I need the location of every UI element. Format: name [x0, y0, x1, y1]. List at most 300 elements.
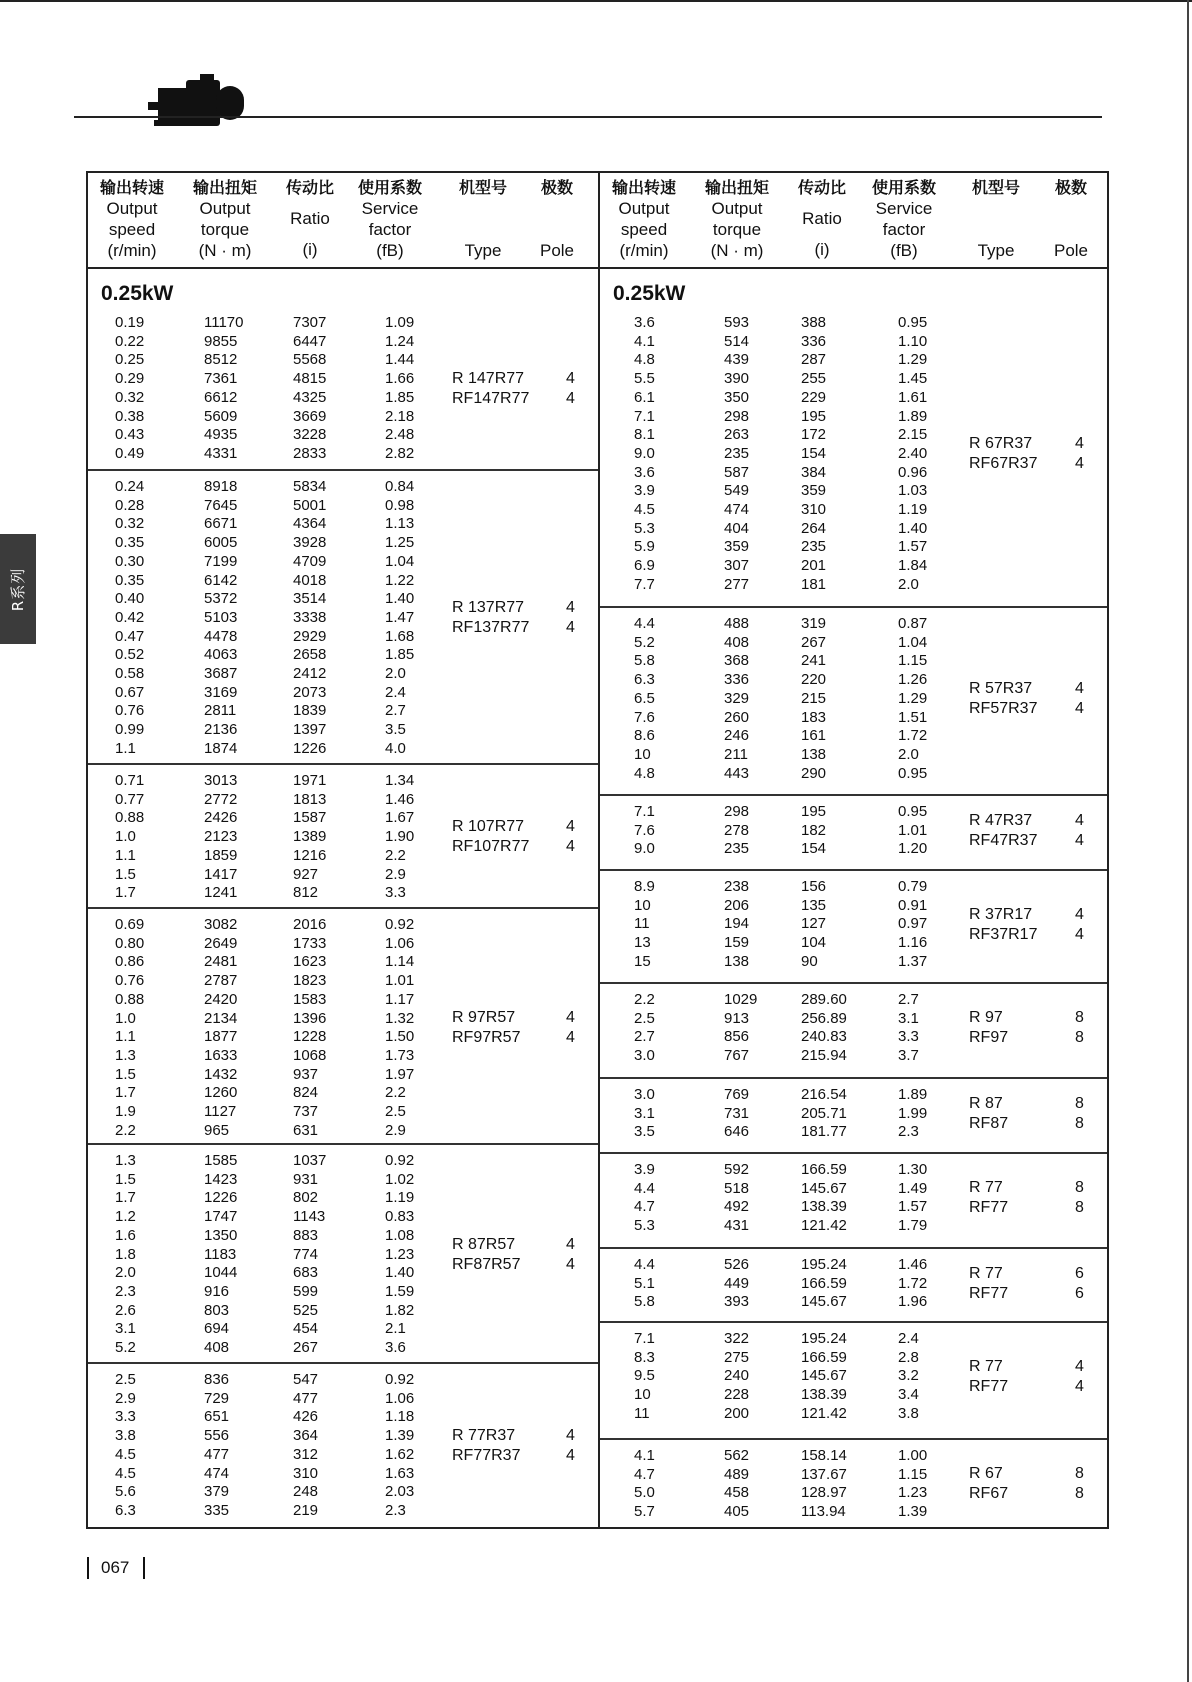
ratio-cell: 883	[293, 1226, 319, 1244]
service-factor-cell: 1.66	[385, 370, 415, 388]
torque-cell: 5372	[204, 590, 238, 608]
torque-cell: 11170	[204, 314, 244, 331]
ratio-cell: 2412	[293, 665, 327, 682]
service-factor-cell: 2.15	[898, 426, 928, 444]
pole-count: 4	[1075, 435, 1084, 453]
speed-cell: 4.1	[634, 1447, 655, 1464]
speed-cell: 1.3	[115, 1152, 136, 1169]
service-factor-cell: 0.95	[898, 803, 928, 820]
speed-cell: 0.35	[115, 571, 145, 589]
ratio-cell: 310	[801, 501, 827, 518]
speed-cell: 5.5	[634, 370, 655, 388]
torque-cell: 1350	[204, 1226, 238, 1244]
group-divider	[88, 1143, 598, 1145]
service-factor-cell: 1.57	[898, 1198, 928, 1216]
torque-cell: 474	[204, 1464, 230, 1482]
torque-cell: 359	[724, 538, 750, 556]
service-factor-cell: 1.17	[385, 990, 415, 1008]
torque-cell: 2481	[204, 953, 238, 971]
speed-cell: 1.5	[115, 1170, 136, 1188]
service-factor-cell: 1.20	[898, 840, 928, 858]
service-factor-cell: 1.61	[898, 388, 928, 406]
series-tab-label: R系列	[9, 567, 28, 611]
service-factor-cell: 1.16	[898, 934, 928, 952]
service-factor-cell: 2.8	[898, 1348, 919, 1366]
torque-cell: 549	[724, 482, 750, 500]
service-factor-cell: 0.79	[898, 878, 928, 895]
torque-cell: 1877	[204, 1028, 238, 1046]
speed-cell: 10	[634, 1386, 651, 1404]
speed-cell: 3.6	[634, 463, 655, 481]
torque-cell: 6005	[204, 534, 238, 552]
service-factor-cell: 2.03	[385, 1483, 415, 1501]
torque-cell: 8512	[204, 351, 238, 369]
speed-cell: 4.8	[634, 351, 655, 369]
service-factor-cell: 1.67	[385, 809, 415, 827]
ratio-cell: 927	[293, 865, 319, 883]
service-factor-cell: 1.51	[898, 708, 928, 726]
torque-cell: 298	[724, 407, 750, 425]
service-factor-cell: 1.01	[898, 821, 928, 839]
speed-cell: 1.7	[115, 884, 136, 902]
service-factor-cell: 2.18	[385, 407, 415, 425]
model-type: R 77R37	[452, 1426, 516, 1444]
speed-cell: 1.0	[115, 1009, 136, 1027]
speed-cell: 0.29	[115, 370, 145, 388]
service-factor-cell: 1.08	[385, 1226, 415, 1244]
torque-cell: 526	[724, 1256, 750, 1273]
ratio-cell: 1813	[293, 790, 327, 808]
service-factor-cell: 2.7	[898, 991, 919, 1008]
ratio-cell: 931	[293, 1170, 319, 1188]
service-factor-cell: 0.87	[898, 615, 928, 632]
group-divider	[88, 1362, 598, 1364]
ratio-cell: 1037	[293, 1152, 327, 1169]
pole-count: 4	[566, 818, 575, 836]
speed-cell: 11	[634, 1404, 650, 1422]
speed-cell: 6.5	[634, 689, 655, 707]
torque-cell: 275	[724, 1348, 750, 1366]
page-number-text: 067	[101, 1558, 130, 1577]
torque-cell: 390	[724, 370, 750, 388]
torque-cell: 404	[724, 519, 750, 537]
ratio-cell: 205.71	[801, 1104, 847, 1122]
torque-cell: 731	[724, 1104, 750, 1122]
ratio-cell: 145.67	[801, 1367, 847, 1385]
torque-cell: 2649	[204, 934, 238, 952]
service-factor-cell: 1.15	[898, 1465, 928, 1483]
speed-cell: 0.58	[115, 665, 145, 682]
service-factor-cell: 1.37	[898, 952, 928, 970]
pole-count: 8	[1075, 1115, 1084, 1133]
model-type: R 97	[969, 1009, 1003, 1027]
group-divider	[600, 1077, 1107, 1079]
speed-cell: 0.67	[115, 683, 145, 701]
ratio-cell: 1623	[293, 953, 327, 971]
model-type: R 87	[969, 1095, 1003, 1113]
ratio-cell: 229	[801, 388, 827, 406]
ratio-cell: 267	[801, 633, 827, 651]
speed-cell: 0.86	[115, 953, 145, 971]
speed-cell: 8.3	[634, 1348, 655, 1366]
torque-cell: 238	[724, 878, 750, 895]
speed-cell: 2.9	[115, 1389, 136, 1407]
speed-cell: 9.0	[634, 444, 655, 462]
ratio-cell: 183	[801, 708, 827, 726]
service-factor-cell: 1.85	[385, 646, 415, 664]
torque-cell: 1423	[204, 1170, 238, 1188]
speed-cell: 1.9	[115, 1103, 136, 1120]
ratio-cell: 220	[801, 671, 827, 689]
service-factor-cell: 1.40	[898, 519, 928, 537]
ratio-cell: 1587	[293, 809, 327, 827]
torque-cell: 2123	[204, 828, 238, 846]
speed-cell: 1.1	[115, 739, 136, 757]
ratio-cell: 128.97	[801, 1484, 847, 1502]
speed-cell: 0.49	[115, 444, 145, 462]
ratio-cell: 1396	[293, 1009, 327, 1027]
header-ratio: 传动比 Ratio (i)	[797, 178, 846, 259]
model-type: R 67	[969, 1465, 1003, 1483]
torque-cell: 138	[724, 952, 750, 970]
ratio-cell: 774	[293, 1245, 319, 1263]
torque-cell: 307	[724, 557, 750, 575]
top-edge-line	[0, 0, 1192, 2]
right-table-header	[600, 171, 1107, 269]
speed-cell: 1.5	[115, 1065, 136, 1083]
speed-cell: 2.5	[115, 1371, 136, 1388]
torque-cell: 336	[724, 671, 750, 689]
service-factor-cell: 1.22	[385, 571, 415, 589]
service-factor-cell: 1.23	[385, 1245, 415, 1263]
ratio-cell: 181	[801, 575, 827, 593]
ratio-cell: 3338	[293, 608, 327, 626]
model-type: R 77	[969, 1265, 1003, 1283]
ratio-cell: 267	[293, 1339, 319, 1356]
service-factor-cell: 3.8	[898, 1404, 919, 1422]
group-divider	[600, 869, 1107, 871]
torque-cell: 408	[724, 633, 750, 651]
speed-cell: 8.6	[634, 727, 655, 745]
speed-cell: 15	[634, 952, 651, 970]
pole-count: 4	[1075, 905, 1084, 923]
speed-cell: 1.2	[115, 1208, 136, 1226]
service-factor-cell: 2.7	[385, 702, 406, 720]
service-factor-cell: 1.10	[898, 332, 928, 350]
service-factor-cell: 1.19	[385, 1189, 415, 1207]
ratio-cell: 7307	[293, 314, 327, 331]
speed-cell: 3.9	[634, 1161, 655, 1178]
model-type: R 107R77	[452, 818, 525, 836]
speed-cell: 1.6	[115, 1226, 136, 1244]
torque-cell: 2811	[204, 702, 237, 720]
model-type: RF57R37	[969, 700, 1038, 718]
speed-cell: 4.4	[634, 615, 655, 632]
ratio-cell: 3928	[293, 534, 327, 552]
service-factor-cell: 2.0	[385, 665, 406, 682]
speed-cell: 2.3	[115, 1282, 136, 1300]
ratio-cell: 1971	[293, 772, 327, 789]
model-type: R 67R37	[969, 435, 1033, 453]
service-factor-cell: 1.30	[898, 1161, 928, 1178]
speed-cell: 13	[634, 934, 651, 952]
speed-cell: 7.1	[634, 1330, 655, 1347]
speed-cell: 0.88	[115, 809, 145, 827]
service-factor-cell: 1.44	[385, 351, 415, 369]
ratio-cell: 4325	[293, 388, 327, 406]
torque-cell: 1859	[204, 846, 238, 864]
model-type: R 87R57	[452, 1235, 516, 1253]
speed-cell: 0.76	[115, 972, 145, 990]
model-type: RF37R17	[969, 925, 1038, 943]
speed-cell: 4.5	[634, 501, 655, 518]
ratio-cell: 388	[801, 314, 827, 331]
group-divider	[88, 469, 598, 471]
model-type: RF77R37	[452, 1446, 521, 1464]
service-factor-cell: 1.01	[385, 972, 415, 990]
speed-cell: 4.7	[634, 1465, 655, 1483]
ratio-cell: 312	[293, 1445, 319, 1463]
service-factor-cell: 1.23	[898, 1484, 928, 1502]
service-factor-cell: 2.40	[898, 444, 928, 462]
series-tab	[0, 534, 36, 644]
speed-cell: 7.6	[634, 708, 655, 726]
pole-count: 4	[1075, 925, 1084, 943]
torque-cell: 7199	[204, 552, 238, 570]
torque-cell: 7645	[204, 496, 238, 514]
speed-cell: 2.5	[634, 1009, 655, 1027]
torque-cell: 1633	[204, 1046, 238, 1064]
torque-cell: 206	[724, 896, 750, 914]
torque-cell: 2420	[204, 990, 238, 1008]
torque-cell: 646	[724, 1123, 750, 1141]
ratio-cell: 1397	[293, 721, 327, 739]
left-table-header	[88, 171, 598, 269]
torque-cell: 4331	[204, 444, 238, 462]
service-factor-cell: 2.4	[385, 683, 406, 701]
model-type: RF137R77	[452, 619, 530, 637]
pole-count: 8	[1075, 1199, 1084, 1217]
service-factor-cell: 1.14	[385, 953, 415, 971]
speed-cell: 1.1	[115, 1028, 136, 1046]
service-factor-cell: 1.06	[385, 934, 415, 952]
ratio-cell: 525	[293, 1301, 319, 1319]
pole-count: 6	[1075, 1285, 1084, 1303]
pole-count: 8	[1075, 1009, 1084, 1027]
service-factor-cell: 0.97	[898, 915, 928, 933]
header-torque: 输出扭矩 Output torque (N · m)	[192, 178, 257, 260]
model-type: RF147R77	[452, 389, 530, 407]
pole-count: 8	[1075, 1465, 1084, 1483]
speed-cell: 0.99	[115, 721, 145, 739]
speed-cell: 10	[634, 896, 651, 914]
torque-cell: 277	[724, 575, 750, 593]
speed-cell: 3.6	[634, 314, 655, 331]
torque-cell: 729	[204, 1389, 230, 1407]
model-type: RF77	[969, 1199, 1009, 1217]
torque-cell: 3169	[204, 683, 238, 701]
model-type: RF87R57	[452, 1255, 521, 1273]
page-edge	[1187, 0, 1189, 1682]
speed-cell: 2.2	[115, 1121, 136, 1139]
model-type: RF77	[969, 1377, 1009, 1395]
speed-cell: 3.1	[115, 1320, 136, 1338]
pole-count: 4	[566, 369, 575, 387]
ratio-cell: 1228	[293, 1028, 327, 1046]
torque-cell: 518	[724, 1179, 750, 1197]
speed-cell: 0.25	[115, 351, 145, 369]
speed-cell: 4.1	[634, 332, 655, 350]
ratio-cell: 2658	[293, 646, 327, 664]
service-factor-cell: 2.9	[385, 865, 406, 883]
ratio-cell: 154	[801, 444, 827, 462]
service-factor-cell: 3.1	[898, 1009, 919, 1027]
torque-cell: 329	[724, 689, 750, 707]
service-factor-cell: 3.7	[898, 1047, 919, 1065]
header-pole: 极数 Pole	[1053, 178, 1089, 260]
ratio-cell: 477	[293, 1389, 319, 1407]
torque-cell: 211	[724, 745, 748, 763]
pole-count: 4	[1075, 680, 1084, 698]
header-service-factor: 使用系数 Service factor (fB)	[357, 178, 422, 260]
group-divider	[600, 1438, 1107, 1440]
ratio-cell: 137.67	[801, 1465, 847, 1483]
service-factor-cell: 1.18	[385, 1408, 415, 1426]
pole-count: 8	[1075, 1179, 1084, 1197]
ratio-cell: 172	[801, 426, 827, 444]
service-factor-cell: 2.0	[898, 745, 919, 763]
service-factor-cell: 2.4	[898, 1330, 919, 1347]
ratio-cell: 1143	[293, 1208, 326, 1226]
torque-cell: 278	[724, 821, 750, 839]
speed-cell: 5.2	[115, 1339, 136, 1356]
ratio-cell: 310	[293, 1464, 319, 1482]
speed-cell: 6.9	[634, 557, 655, 575]
torque-cell: 405	[724, 1503, 750, 1521]
speed-cell: 4.4	[634, 1179, 655, 1197]
ratio-cell: 121.42	[801, 1217, 847, 1235]
torque-cell: 4935	[204, 426, 238, 444]
service-factor-cell: 0.98	[385, 496, 415, 514]
speed-cell: 9.0	[634, 840, 655, 858]
speed-cell: 3.0	[634, 1047, 655, 1065]
model-type: RF97R57	[452, 1029, 521, 1047]
torque-cell: 1432	[204, 1065, 238, 1083]
ratio-cell: 599	[293, 1282, 319, 1300]
ratio-cell: 6447	[293, 332, 327, 350]
header-ratio: 传动比 Ratio (i)	[285, 178, 334, 259]
speed-cell: 2.0	[115, 1264, 136, 1282]
torque-cell: 1127	[204, 1103, 237, 1120]
gear-motor-icon	[140, 74, 260, 134]
ratio-cell: 161	[801, 727, 827, 745]
service-factor-cell: 2.0	[898, 575, 919, 593]
model-type: R 97R57	[452, 1009, 516, 1027]
ratio-cell: 1733	[293, 934, 327, 952]
torque-cell: 263	[724, 426, 750, 444]
pole-count: 4	[1075, 1377, 1084, 1395]
speed-cell: 4.8	[634, 764, 655, 782]
ratio-cell: 154	[801, 840, 827, 858]
ratio-cell: 255	[801, 370, 827, 388]
service-factor-cell: 1.62	[385, 1445, 415, 1463]
ratio-cell: 1216	[293, 846, 327, 864]
ratio-cell: 235	[801, 538, 827, 556]
torque-cell: 6612	[204, 388, 238, 406]
torque-cell: 246	[724, 727, 750, 745]
service-factor-cell: 3.4	[898, 1386, 919, 1404]
ratio-cell: 1823	[293, 972, 327, 990]
speed-cell: 2.7	[634, 1028, 655, 1046]
speed-cell: 1.7	[115, 1189, 136, 1207]
ratio-cell: 336	[801, 332, 827, 350]
ratio-cell: 3514	[293, 590, 327, 608]
service-factor-cell: 1.25	[385, 534, 415, 552]
ratio-cell: 1389	[293, 828, 327, 846]
torque-cell: 1585	[204, 1152, 238, 1169]
speed-cell: 0.80	[115, 934, 145, 952]
service-factor-cell: 1.85	[385, 388, 415, 406]
speed-cell: 5.8	[634, 652, 655, 670]
torque-cell: 694	[204, 1320, 230, 1338]
service-factor-cell: 1.00	[898, 1447, 928, 1464]
speed-cell: 7.6	[634, 821, 655, 839]
torque-cell: 159	[724, 934, 750, 952]
torque-cell: 514	[724, 332, 750, 350]
torque-cell: 2787	[204, 972, 238, 990]
service-factor-cell: 0.84	[385, 478, 415, 495]
torque-cell: 856	[724, 1028, 750, 1046]
service-factor-cell: 1.73	[385, 1046, 415, 1064]
torque-cell: 836	[204, 1371, 230, 1388]
service-factor-cell: 1.29	[898, 351, 928, 369]
service-factor-cell: 1.89	[898, 407, 928, 425]
ratio-cell: 145.67	[801, 1179, 847, 1197]
ratio-cell: 195.24	[801, 1330, 847, 1347]
ratio-cell: 802	[293, 1189, 319, 1207]
service-factor-cell: 1.19	[898, 501, 928, 518]
torque-cell: 6142	[204, 571, 238, 589]
torque-cell: 477	[204, 1445, 230, 1463]
service-factor-cell: 2.2	[385, 1084, 406, 1102]
speed-cell: 0.28	[115, 496, 145, 514]
pole-count: 4	[1075, 700, 1084, 718]
speed-cell: 1.8	[115, 1245, 136, 1263]
speed-cell: 1.5	[115, 865, 136, 883]
group-divider	[88, 907, 598, 909]
torque-cell: 1747	[204, 1208, 238, 1226]
pole-count: 4	[1075, 1357, 1084, 1375]
speed-cell: 2.6	[115, 1301, 136, 1319]
torque-cell: 3013	[204, 772, 238, 789]
speed-cell: 2.2	[634, 991, 655, 1008]
header-type: 机型号 Type	[458, 178, 507, 260]
ratio-cell: 5834	[293, 478, 327, 495]
service-factor-cell: 1.84	[898, 557, 928, 575]
service-factor-cell: 0.96	[898, 463, 928, 481]
ratio-cell: 1226	[293, 739, 327, 757]
service-factor-cell: 1.09	[385, 314, 415, 331]
ratio-cell: 1068	[293, 1046, 327, 1064]
pole-count: 4	[566, 599, 575, 617]
torque-cell: 4063	[204, 646, 238, 664]
speed-cell: 1.0	[115, 828, 136, 846]
ratio-cell: 181.77	[801, 1123, 847, 1141]
speed-cell: 0.47	[115, 627, 145, 645]
model-type: RF67	[969, 1485, 1009, 1503]
service-factor-cell: 2.3	[385, 1501, 406, 1519]
service-factor-cell: 1.03	[898, 482, 928, 500]
